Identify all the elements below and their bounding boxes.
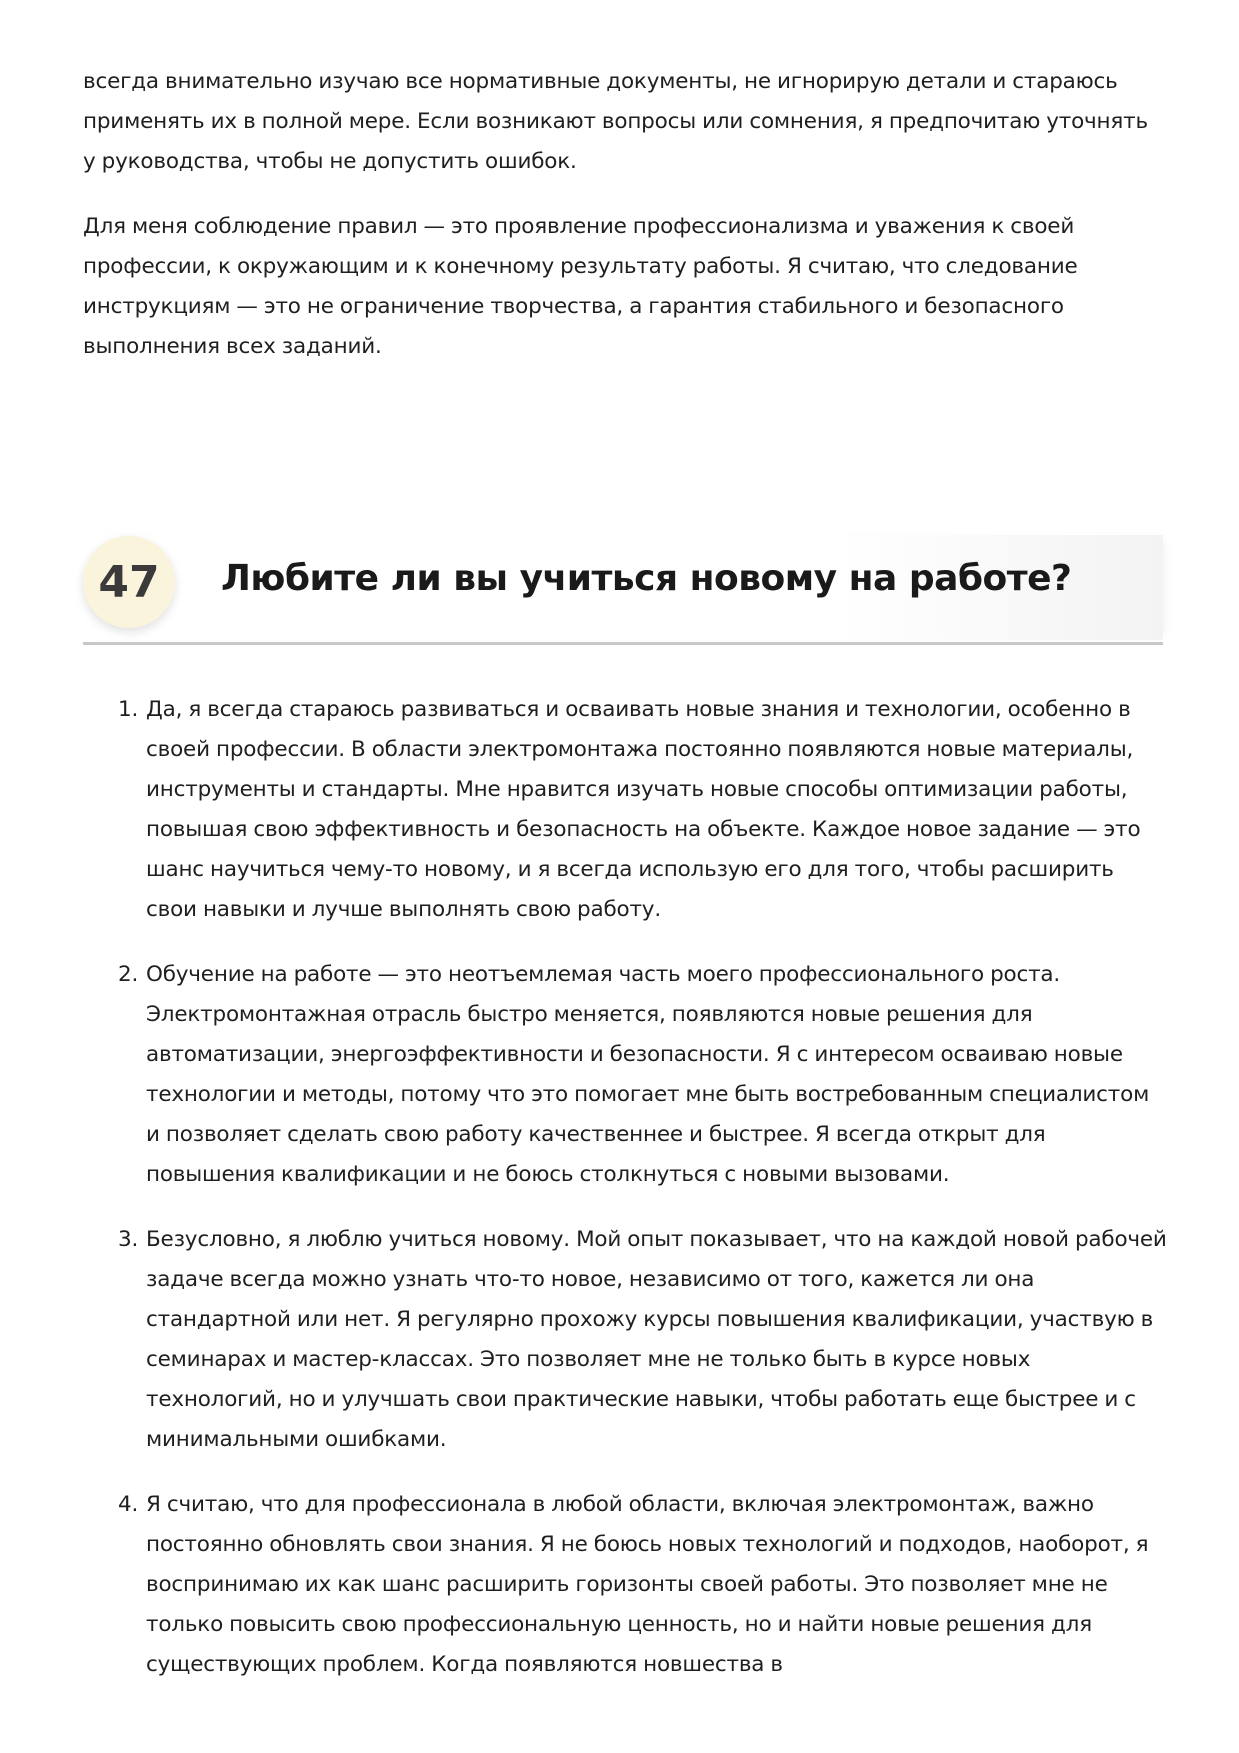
question-number-badge: 47 bbox=[83, 536, 175, 628]
answer-item bbox=[83, 955, 1168, 1195]
answer-list bbox=[83, 690, 1168, 1710]
question-header bbox=[83, 533, 1163, 645]
question-title: Любите ли вы учиться новому на работе? bbox=[221, 558, 1072, 599]
answer-number: 3. bbox=[118, 1227, 139, 1252]
answer-item bbox=[83, 1220, 1168, 1460]
answer-text: Обучение на работе — это неотъемлемая часть моего профессионального роста. Электромонтажная отрасль быстро меняется, появляются новые решения для автоматизации, энергоэффективности и безопасности. Я с интересом осваиваю новые технологии и методы, потому что это помогает мне быть востребованным специалистом и позволяет сделать свою работу качественнее и быстрее. Я всегда открыт для повышения квалификации и не боюсь столкнуться с новыми вызовами. bbox=[146, 962, 1150, 1187]
intro-paragraph: Для меня соблюдение правил — это проявление профессионализма и уважения к своей профессии, к окружающим и к конечному результату работы. Я считаю, что следование инструкциям — это не ограничение творчества, а гарантия стабильного и безопасного выполнения всех заданий. bbox=[83, 214, 1078, 359]
answer-text: Я считаю, что для профессионала в любой области, включая электромонтаж, важно постоянно обновлять свои знания. Я не боюсь новых технологий и подходов, наоборот, я воспринимаю их как шанс расширить горизонты своей работы. Это позволяет мне не только повысить свою профессиональную ценность, но и найти новые решения для существующих проблем. Когда появляются новшества в bbox=[146, 1492, 1149, 1677]
intro-paragraph: всегда внимательно изучаю все нормативные документы, не игнорирую детали и стараюсь применять их в полной мере. Если возникают вопросы или сомнения, я предпочитаю уточнять у руководства, чтобы не допустить ошибок. bbox=[83, 69, 1148, 174]
answer-item bbox=[83, 690, 1168, 930]
answer-number: 1. bbox=[118, 697, 139, 722]
answer-number: 4. bbox=[118, 1492, 139, 1517]
answer-text: Да, я всегда стараюсь развиваться и осваивать новые знания и технологии, особенно в своей профессии. В области электромонтажа постоянно появляются новые материалы, инструменты и стандарты. Мне нравится изучать новые способы оптимизации работы, повышая свою эффективность и безопасность на объекте. Каждое новое задание — это шанс научиться чему-то новому, и я всегда использую его для того, чтобы расширить свои навыки и лучше выполнять свою работу. bbox=[146, 697, 1141, 922]
answer-number: 2. bbox=[118, 962, 139, 987]
answer-text: Безусловно, я люблю учиться новому. Мой опыт показывает, что на каждой новой рабочей задаче всегда можно узнать что-то новое, независимо от того, кажется ли она стандартной или нет. Я регулярно прохожу курсы повышения квалификации, участвую в семинарах и мастер-классах. Это позволяет мне не только быть в курсе новых технологий, но и улучшать свои практические навыки, чтобы работать еще быстрее и с минимальными ошибками. bbox=[146, 1227, 1167, 1452]
intro-text bbox=[83, 62, 1163, 392]
answer-item bbox=[83, 1485, 1168, 1685]
